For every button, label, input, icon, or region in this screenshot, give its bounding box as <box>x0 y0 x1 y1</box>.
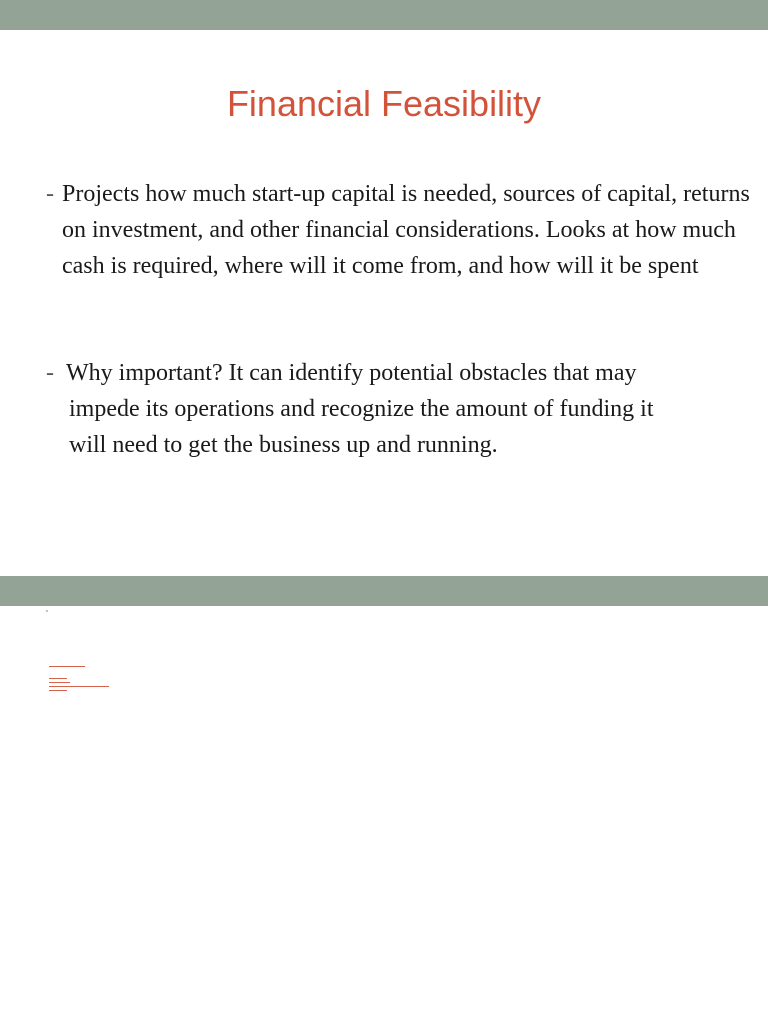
bullet-why-important <box>46 355 726 463</box>
bullet-text-line: Why important? It can identify potential obstacles that may <box>66 360 637 386</box>
top-accent-band <box>0 0 768 30</box>
bullet-text: Projects how much start-up capital is needed, sources of capital, returns on investment, and other financial considerations. Looks at how much cash is required, where will it come from, and how will it be spent <box>62 181 750 279</box>
illegible-thumbnail-text <box>49 664 109 692</box>
thumbnail-line: ▬▬▬▬▬▬ <box>49 676 67 680</box>
thumbnail-line: ▬▬▬▬▬▬▬▬▬▬▬▬▬▬▬▬▬▬▬▬ <box>49 684 109 688</box>
bullet-text-line: will need to get the business up and running. <box>69 432 498 458</box>
slide-title: Financial Feasibility <box>226 83 542 124</box>
middle-accent-band <box>0 576 768 606</box>
decorative-dot <box>46 610 48 612</box>
thumbnail-line: ▬▬▬▬▬▬ <box>49 688 67 692</box>
bullet-text-line: impede its operations and recognize the amount of funding it <box>69 396 654 422</box>
thumbnail-line: ▬▬▬▬▬▬▬▬▬▬▬▬ <box>49 664 85 668</box>
bullet-dash: - <box>46 181 54 207</box>
thumbnail-line: ▬▬▬▬▬▬▬ <box>49 680 70 684</box>
bullet-dash: - <box>46 360 54 386</box>
bullet-financial-description <box>46 176 752 284</box>
